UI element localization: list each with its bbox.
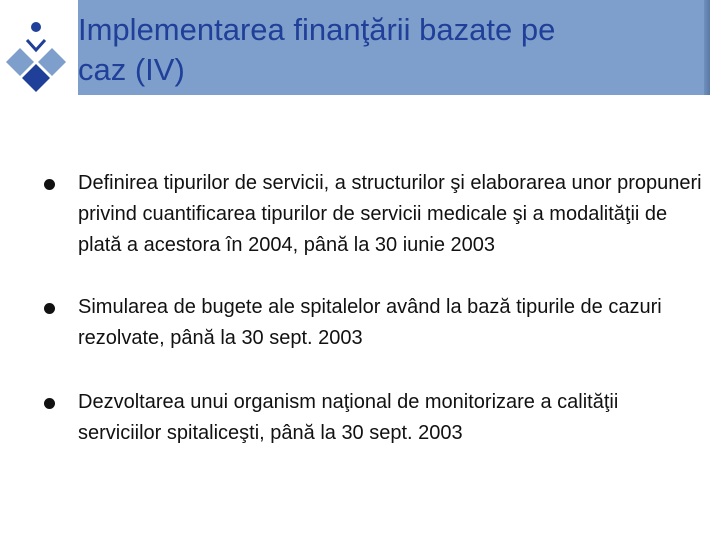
bullet-dot-icon <box>44 179 55 190</box>
bullet-dot-icon <box>44 303 55 314</box>
title-bar <box>78 0 710 95</box>
bullet-text: Simularea de bugete ale spitalelor având la bază tipurile de cazuri rezolvate, până la 30 sept. 2003 <box>78 296 662 349</box>
bullet-text: Definirea tipurilor de servicii, a structurilor şi elaborarea unor propuneri privind cuantificarea tipurilor de servicii medicale şi a modalităţii de plată a acestora în 2004, până la 30 iunie 2003 <box>78 172 702 256</box>
bullet-text: Dezvoltarea unui organism naţional de monitorizare a calităţii serviciilor spitaliceşti, până la 30 sept. 2003 <box>78 391 619 444</box>
bullet-item <box>44 292 704 354</box>
bullet-dot-icon <box>44 398 55 409</box>
title-line-2: caz (IV) <box>78 52 185 87</box>
logo-icon <box>0 12 80 96</box>
bullet-list <box>44 168 704 449</box>
page-title <box>78 10 698 90</box>
bullet-item <box>44 387 704 449</box>
title-line-1: Implementarea finanţării bazate pe <box>78 12 556 47</box>
bullet-item <box>44 168 704 261</box>
